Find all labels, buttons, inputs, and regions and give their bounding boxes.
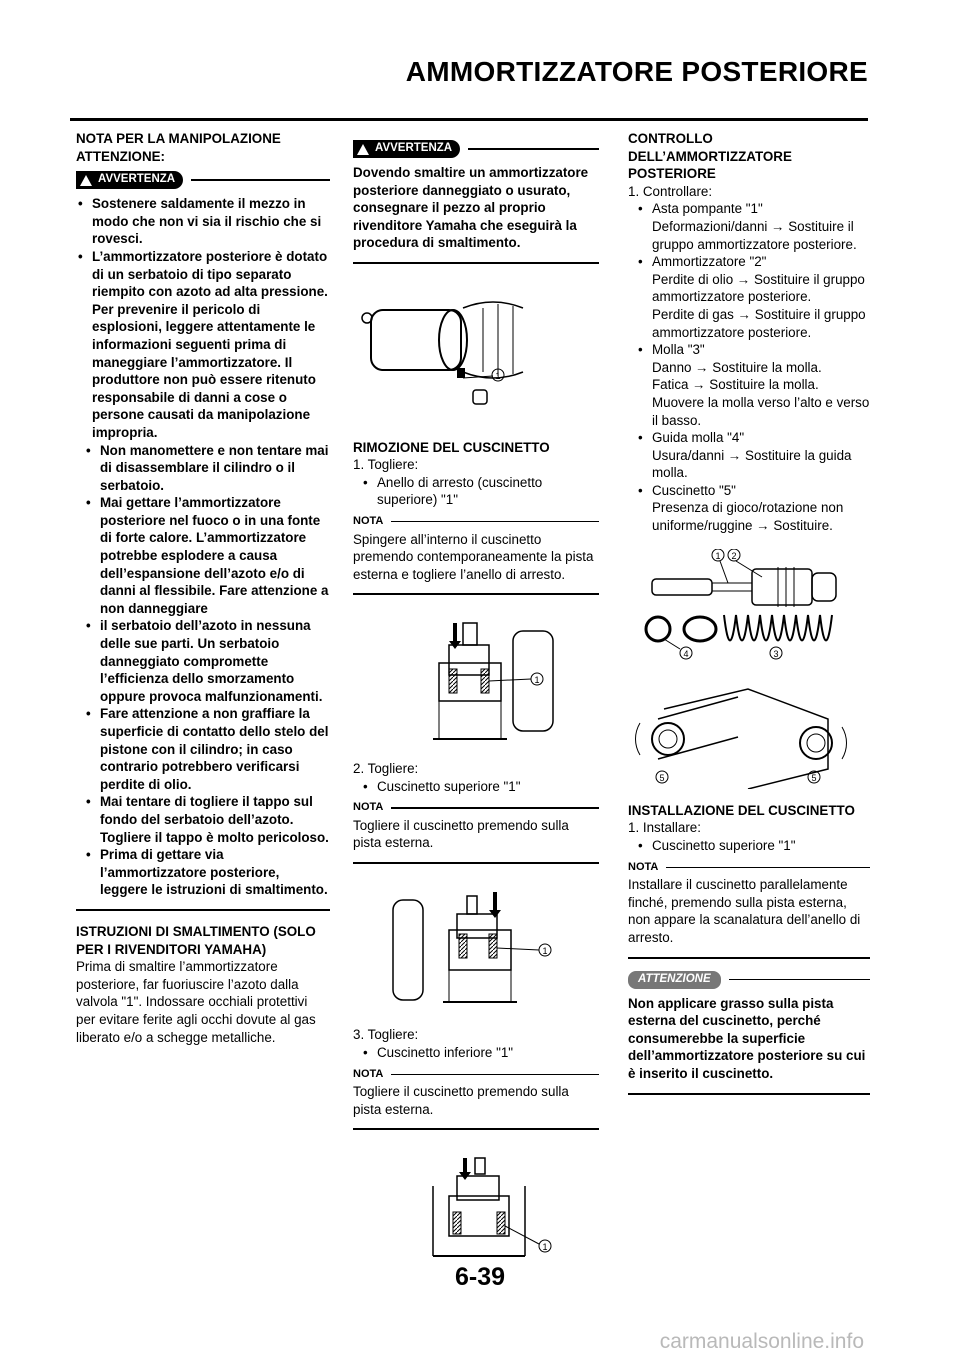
- attention-text: Non applicare grasso sulla pista esterna del cuscinetto, perché consumerebbe la superficie dell’ammortizzatore posteriore su cui è inserito il cuscinetto.: [628, 995, 866, 1081]
- disposal-warning-text: Dovendo smaltire un ammortizzatore posteriore danneggiato o usurato, consegnare il pezzo al proprio rivenditore Yamaha che eseguirà la procedura di smaltimento.: [353, 165, 589, 251]
- step-3: 3. Togliere:: [353, 1027, 419, 1043]
- bearing-removal-illustration-3: [353, 1156, 573, 1266]
- item-line: Perdite di olio → Sostituire il gruppo ammortizzatore posteriore.: [652, 271, 865, 305]
- handling-heading: NOTA PER LA MANIPOLAZIONE ATTENZIONE:: [76, 131, 281, 164]
- warning-label: AVVERTENZA: [98, 173, 176, 186]
- nota-label: NOTA: [628, 860, 659, 873]
- item-name: Guida molla "4": [652, 430, 745, 446]
- attention-badge: ATTENZIONE: [628, 971, 721, 989]
- step-2: 2. Togliere:: [353, 760, 419, 776]
- removal-heading: RIMOZIONE DEL CUSCINETTO: [353, 439, 550, 455]
- section-rule: [353, 1128, 599, 1130]
- shock-valve-illustration: [353, 290, 553, 420]
- warning-badge: [76, 171, 183, 189]
- callout-1: 1: [542, 945, 548, 956]
- nota-header: [353, 799, 599, 817]
- nota-rule: [391, 521, 599, 523]
- item-line: Usura/danni → Sostituire la guida molla.: [652, 447, 852, 481]
- nota-header: [628, 859, 870, 877]
- check-heading: CONTROLLO DELL’AMMORTIZZATORE POSTERIORE: [628, 131, 792, 182]
- callout-2: 2: [731, 550, 737, 561]
- list-item: [628, 482, 870, 535]
- list-item: • Non manomettere e non tentare mai di disassemblare il cilindro o il serbatoio.: [76, 442, 330, 495]
- note-text: Togliere il cuscinetto premendo sulla pista esterna.: [353, 817, 569, 851]
- warning-header: [76, 171, 330, 189]
- nota-label: NOTA: [353, 1067, 384, 1080]
- list-item: • Sostenere saldamente il mezzo in modo che non vi sia il rischio che si rovesci.: [76, 195, 330, 248]
- page-title: AMMORTIZZATORE POSTERIORE: [405, 56, 868, 87]
- warning-header: [353, 140, 599, 158]
- attention-header: [628, 971, 870, 989]
- callout-1: 1: [534, 675, 540, 686]
- nota-rule: [391, 807, 599, 809]
- warning-badge: [353, 140, 460, 158]
- nota-label: NOTA: [353, 514, 384, 527]
- install-heading: INSTALLAZIONE DEL CUSCINETTO: [628, 802, 855, 818]
- section-rule: [76, 909, 330, 911]
- item-name: Molla "3": [652, 342, 705, 358]
- page-number: 6-39: [454, 1263, 506, 1291]
- warning-label: AVVERTENZA: [375, 142, 453, 155]
- warning-triangle-icon: [357, 144, 369, 155]
- warning-rule: [468, 148, 599, 150]
- callout-1: 1: [715, 550, 721, 561]
- list-item: [628, 341, 870, 429]
- step-1-list: [353, 474, 599, 509]
- list-item: • il serbatoio dell’azoto in nessuna delle sue parti. Un serbatoio danneggiato compromette l’efficienza dello smorzamento oppure provoca malfunzionamenti.: [76, 617, 330, 705]
- callout-4: 4: [683, 648, 689, 659]
- item-name: Cuscinetto "5": [652, 482, 736, 498]
- step-3-list: [353, 1044, 599, 1062]
- item-name: Ammortizzatore "2": [652, 254, 767, 270]
- nota-header: [353, 513, 599, 531]
- disposal-text: Prima di smaltire l’ammortizzatore posteriore, far fuoriuscire l’azoto dalla valvola "1". Indossare occhiali protettivi per evitare ferite agli occhi dovute al gas liberato e/o a schegge metalliche.: [76, 959, 316, 1045]
- column-3: [628, 130, 870, 1107]
- note-text: Togliere il cuscinetto premendo sulla pista esterna.: [353, 1084, 569, 1117]
- note-text: Spingere all’interno il cuscinetto premendo contemporaneamente la pista esterna e togliere l’anello di arresto.: [353, 531, 594, 582]
- step-2-list: [353, 778, 599, 796]
- watermark: carmanualsonline.info: [659, 1330, 864, 1353]
- list-item: • Cuscinetto inferiore "1": [353, 1044, 599, 1062]
- warning-rule: [191, 179, 330, 181]
- list-item: [628, 253, 870, 341]
- section-rule: [353, 593, 599, 595]
- nota-rule: [666, 867, 870, 869]
- item-line: Presenza di gioco/rotazione non uniforme/ruggine → Sostituire.: [652, 500, 844, 534]
- section-rule: [628, 1093, 870, 1095]
- bearing-removal-illustration-1: [353, 621, 573, 741]
- section-rule: [353, 262, 599, 264]
- callout-5: 5: [811, 773, 817, 784]
- list-item: • Mai gettare l’ammortizzatore posteriore nel fuoco o in una fonte di forte calore. L’ammortizzatore potrebbe esplodere a causa dell’espansione dell’azoto e/o di danni al flessibile. Fare attenzione a non danneggiare: [76, 494, 330, 617]
- section-rule: [628, 957, 870, 959]
- shock-components-illustration: [628, 549, 858, 669]
- list-item: • Prima di gettare via l’ammortizzatore posteriore, leggere le istruzioni di smaltimento.: [76, 846, 330, 899]
- item-line: Muovere la molla verso l’alto e verso il basso.: [652, 394, 870, 428]
- list-item: • L’ammortizzatore posteriore è dotato di un serbatoio di tipo separato riempito con azoto ad alta pressione. Per prevenire il pericolo di esplosioni, leggere attentamente le informazioni seguenti prima di maneggiare l’ammortizzatore. Il produttore non può essere ritenuto responsabile di danni a cose o persone causati da manipolazione impropria.: [76, 248, 330, 442]
- item-name: Asta pompante "1": [652, 201, 763, 217]
- item-line: Danno → Sostituire la molla.: [652, 359, 822, 375]
- list-item: [628, 200, 870, 253]
- callout-5: 5: [659, 773, 665, 784]
- disposal-heading: ISTRUZIONI DI SMALTIMENTO (SOLO PER I RIVENDITORI YAMAHA): [76, 923, 316, 957]
- item-line: Deformazioni/danni → Sostituire il gruppo ammortizzatore posteriore.: [652, 218, 857, 252]
- warning-triangle-icon: [80, 175, 92, 186]
- nota-rule: [391, 1074, 599, 1076]
- item-line: Fatica → Sostituire la molla.: [652, 377, 819, 393]
- item-line: Perdite di gas → Sostituire il gruppo ammortizzatore posteriore.: [652, 306, 866, 340]
- nota-label: NOTA: [353, 801, 384, 814]
- section-rule: [353, 862, 599, 864]
- callout-3: 3: [773, 648, 779, 659]
- install-note: Installare il cuscinetto parallelamente finché, premendo sulla pista esterna, non appare la scanalatura dell’anello di arresto.: [628, 877, 861, 945]
- step-1: 1. Togliere:: [353, 457, 419, 473]
- list-item: • Cuscinetto superiore "1": [628, 837, 870, 855]
- list-item: [628, 429, 870, 482]
- list-item: • Cuscinetto superiore "1": [353, 778, 599, 796]
- list-item: • Anello di arresto (cuscinetto superiore) "1": [353, 474, 599, 509]
- warning-list: [76, 195, 330, 899]
- check-step-1: 1. Controllare:: [628, 183, 713, 199]
- list-item: • Fare attenzione a non graffiare la superficie di contatto dello stelo del pistone con il cilindro; in caso contrario potrebbero verificarsi perdite di olio.: [76, 705, 330, 793]
- install-step: 1. Installare:: [628, 820, 701, 836]
- attention-rule: [729, 979, 870, 981]
- callout-1: 1: [495, 370, 501, 381]
- callout-1: 1: [542, 1242, 548, 1253]
- header-rule: [70, 118, 868, 121]
- column-1: [76, 130, 330, 1046]
- list-item: • Mai tentare di togliere il tappo sul fondo del serbatoio dell’azoto. Togliere il tappo è molto pericoloso.: [76, 793, 330, 846]
- nota-header: [353, 1066, 599, 1084]
- install-list: [628, 837, 870, 855]
- bearing-inspection-illustration: [628, 679, 858, 789]
- column-2: [353, 130, 599, 1285]
- check-list: [628, 200, 870, 534]
- bearing-removal-illustration-2: [353, 890, 573, 1008]
